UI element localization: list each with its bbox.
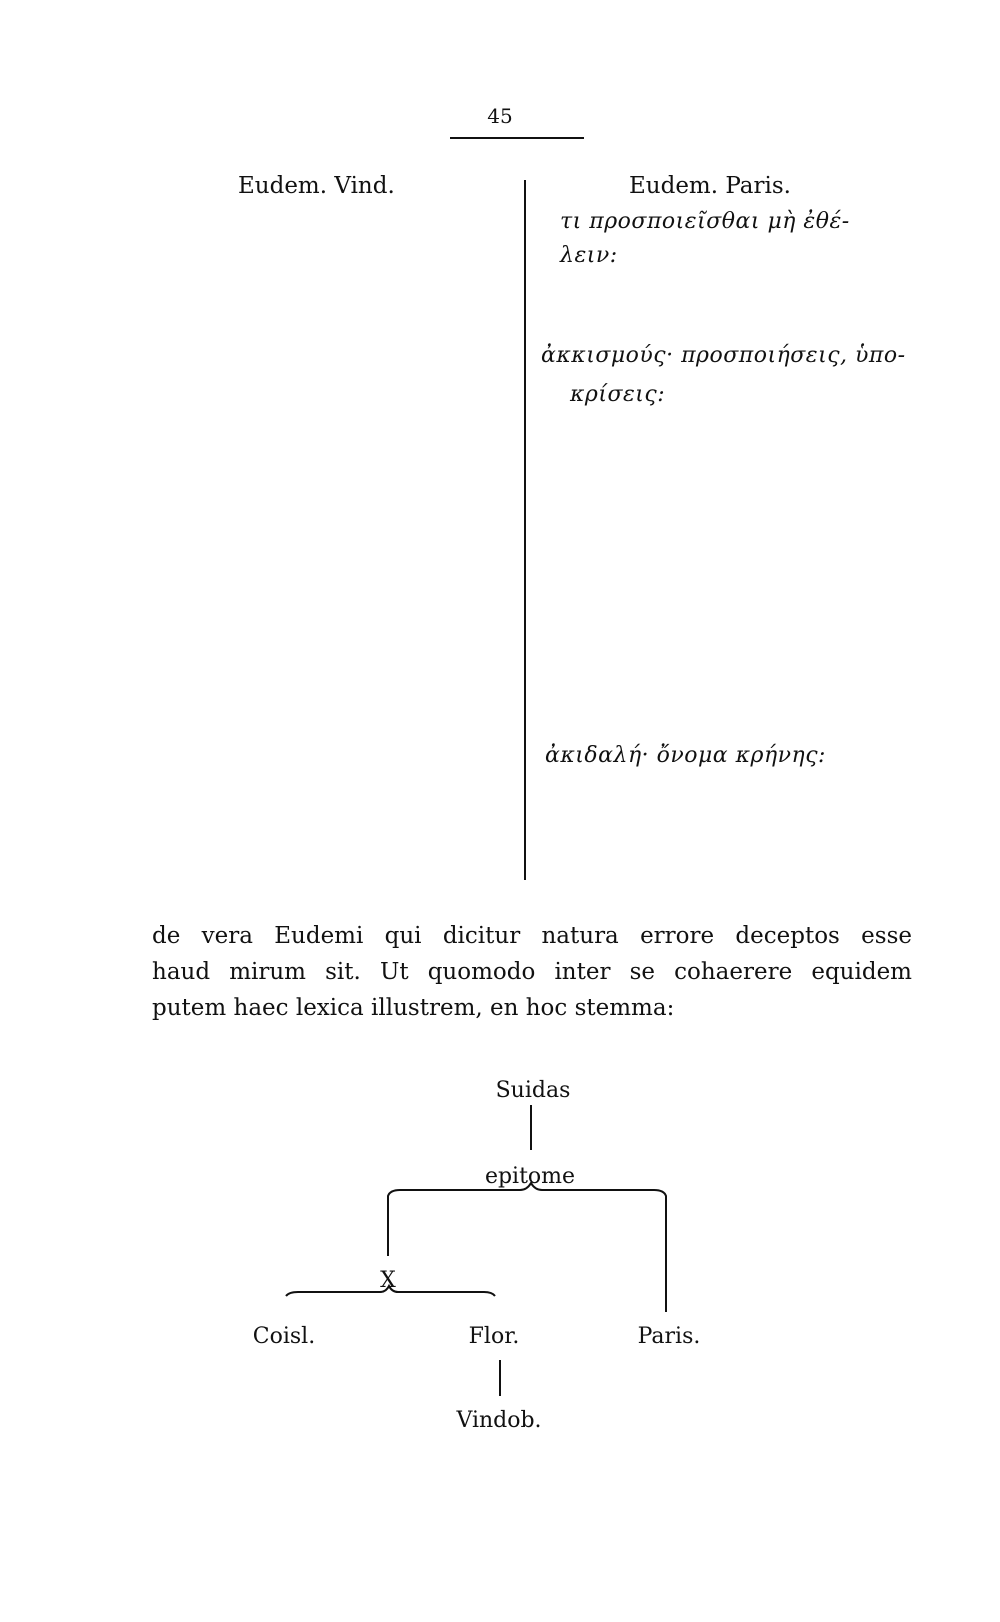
entry-1-line-2: λειν: [560, 243, 618, 268]
left-column-heading: Eudem. Vind. [238, 173, 395, 199]
stemma-node-flor: Flor. [468, 1324, 520, 1349]
entry-3-line-1: ἀκιδαλή· ὄνομα κρήνης: [545, 743, 826, 768]
entry-1-line-1: τι προσποιεῖσθαι μὴ ἐθέ- [560, 209, 850, 234]
paragraph-line-1: de vera Eudemi qui dicitur natura errore deceptos esse [152, 923, 912, 949]
entry-2-line-1: ἀκκισμούς· προσποιήσεις, ὑπο- [541, 343, 906, 368]
right-column-heading: Eudem. Paris. [629, 173, 791, 199]
page-number: 45 [487, 104, 513, 128]
stemma-node-vindob: Vindob. [456, 1408, 542, 1433]
paragraph-line-3: putem haec lexica illustrem, en hoc stemma: [152, 995, 675, 1021]
stemma-node-epitome: epitome [484, 1164, 576, 1189]
stemma-node-suidas: Suidas [495, 1078, 571, 1103]
entry-2-line-2: κρίσεις: [570, 382, 666, 407]
paragraph-line-2: haud mirum sit. Ut quomodo inter se cohaerere equidem [152, 959, 912, 985]
stemma-node-paris: Paris. [637, 1324, 701, 1349]
stemma-node-coisl: Coisl. [252, 1324, 316, 1349]
stemma-node-x: X [380, 1268, 396, 1293]
